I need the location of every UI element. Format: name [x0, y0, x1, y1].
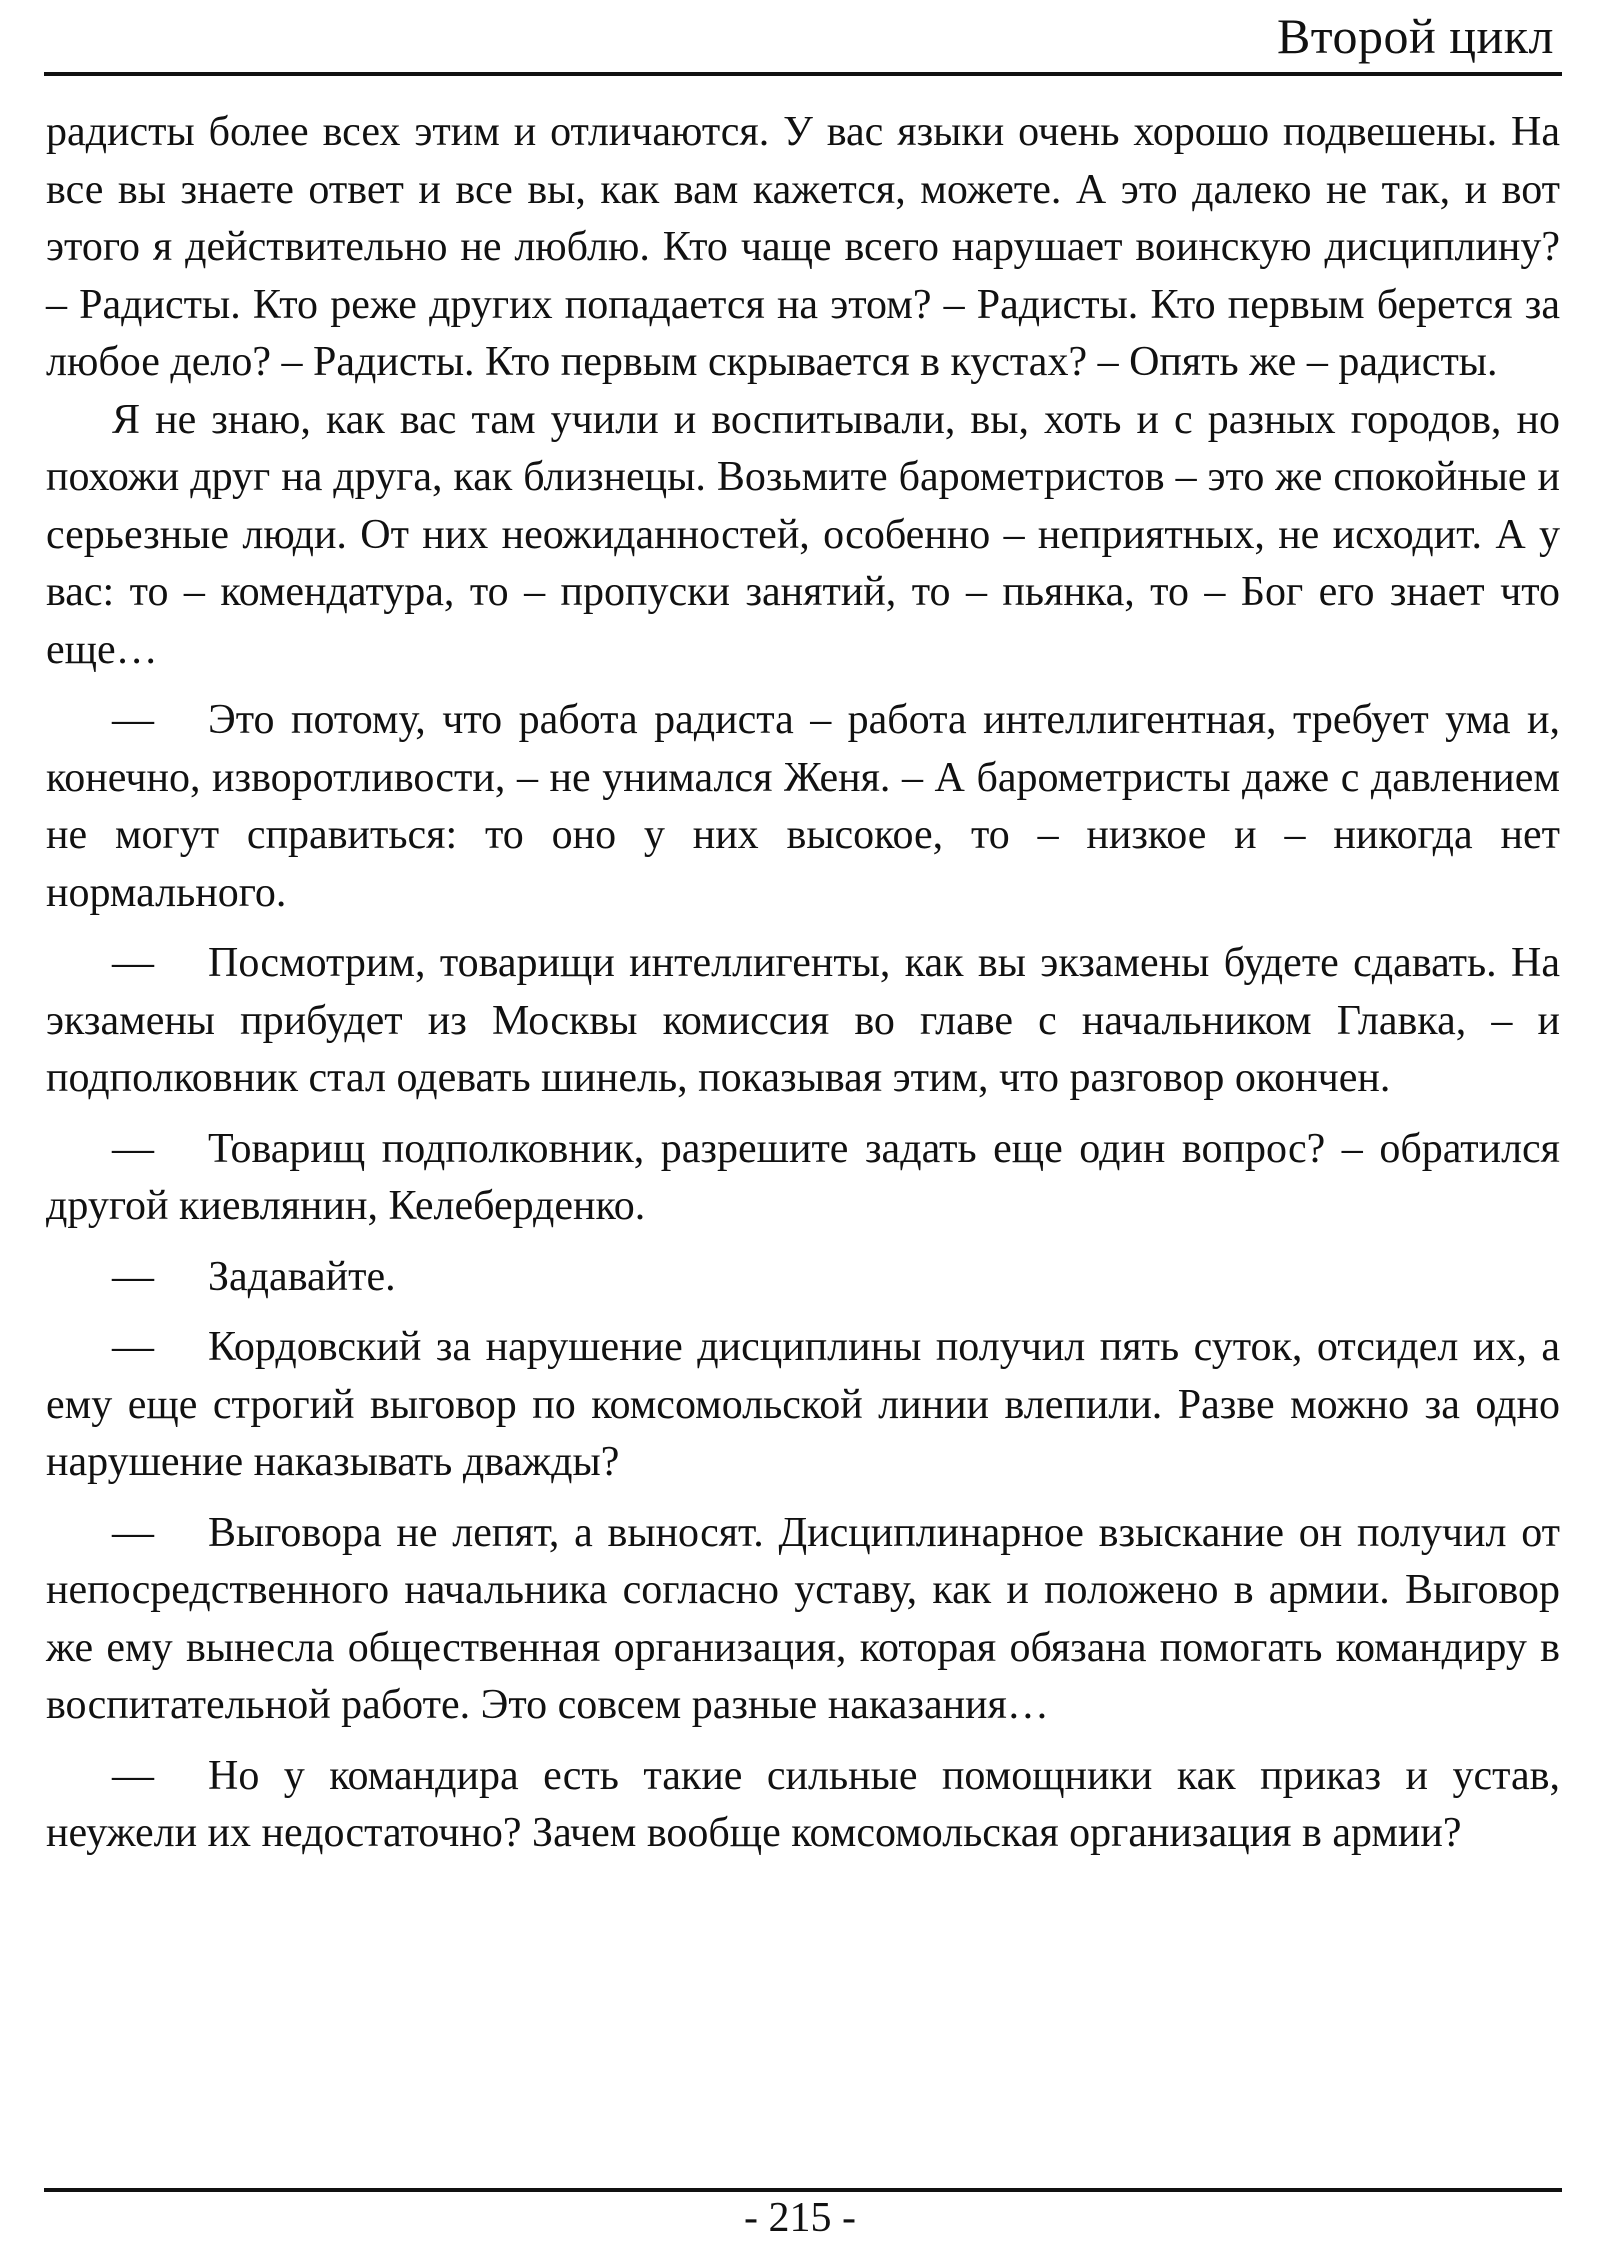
- dialogue-text: Посмотрим, товарищи интеллигенты, как вы экзамены будете сдавать. На экзамены прибудет из Москвы комиссия во главе с начальником Главка, – и подполковник стал одевать шинель, показывая этим, что разговор окончен.: [46, 940, 1560, 1101]
- dialogue-line-7: [46, 1748, 1560, 1863]
- paragraph-1: [46, 104, 1560, 392]
- header-rule: [44, 72, 1562, 76]
- dialogue-line-3: [46, 1121, 1560, 1236]
- dialogue-dash: —: [112, 1324, 154, 1370]
- dialogue-dash: —: [112, 1509, 154, 1556]
- paragraph-text: радисты более всех этим и отличаются. У вас языки очень хорошо подвешены. На все вы знаете ответ и все вы, как вам кажется, можете. А это далеко не так, и вот этого я действительно не люблю. Кто чаще всего нарушает воинскую дисциплину? – Радисты. Кто реже других попадается на этом? – Радисты. Кто первым берется за любое дело? – Радисты. Кто первым скрывается в кустах? – Опять же – радисты.: [46, 109, 1560, 385]
- dialogue-text: Выговора не лепят, а выносят. Дисциплинарное взыскание он получил от непосредственного начальника согласно уставу, как и положено в армии. Выговор же ему вынесла общественная организация, которая обязана помогать командиру в воспитательной работе. Это совсем разные наказания…: [46, 1509, 1560, 1728]
- dialogue-line-6: [46, 1505, 1560, 1735]
- dialogue-line-4: [46, 1249, 1560, 1307]
- page-number: - 215 -: [744, 2195, 856, 2241]
- running-header-title: Второй цикл: [1276, 8, 1554, 64]
- paragraph-text: Я не знаю, как вас там учили и воспитывали, вы, хоть и с разных городов, но похожи друг на друга, как близнецы. Возьмите барометристов – это же спокойные и серьезные люди. От них неожиданностей, особенно – неприятных, не исходит. А у вас: то – комендатура, то – пропуски занятий, то – пьянка, то – Бог его знает что еще…: [46, 396, 1560, 673]
- dialogue-line-1: [46, 692, 1560, 922]
- dialogue-line-5: [46, 1319, 1560, 1492]
- dialogue-text: Кордовский за нарушение дисциплины получил пять суток, отсидел их, а ему еще строгий выговор по комсомольской линии влепили. Разве можно за одно нарушение наказывать дважды?: [46, 1324, 1560, 1485]
- dialogue-dash: —: [112, 697, 154, 743]
- dialogue-dash: —: [112, 1752, 154, 1799]
- dialogue-dash: —: [112, 940, 154, 986]
- dialogue-text: Это потому, что работа радиста – работа интеллигентная, требует ума и, конечно, изворотливости, – не унимался Женя. – А барометристы даже с давлением не могут справиться: то оно у них высокое, то – низкое и – никогда нет нормального.: [46, 697, 1560, 916]
- dialogue-text: Но у командира есть такие сильные помощники как приказ и устав, неужели их недостаточно? Зачем вообще комсомольская организация в армии?: [46, 1752, 1560, 1856]
- dialogue-dash: —: [112, 1253, 154, 1300]
- dialogue-line-2: [46, 935, 1560, 1108]
- dialogue-text: Товарищ подполковник, разрешите задать еще один вопрос? – обратился другой киевлянин, Келеберденко.: [46, 1125, 1560, 1229]
- paragraph-2: [46, 392, 1560, 680]
- body-text: [46, 104, 1560, 1863]
- dialogue-dash: —: [112, 1125, 154, 1172]
- dialogue-text: Задавайте.: [208, 1253, 396, 1300]
